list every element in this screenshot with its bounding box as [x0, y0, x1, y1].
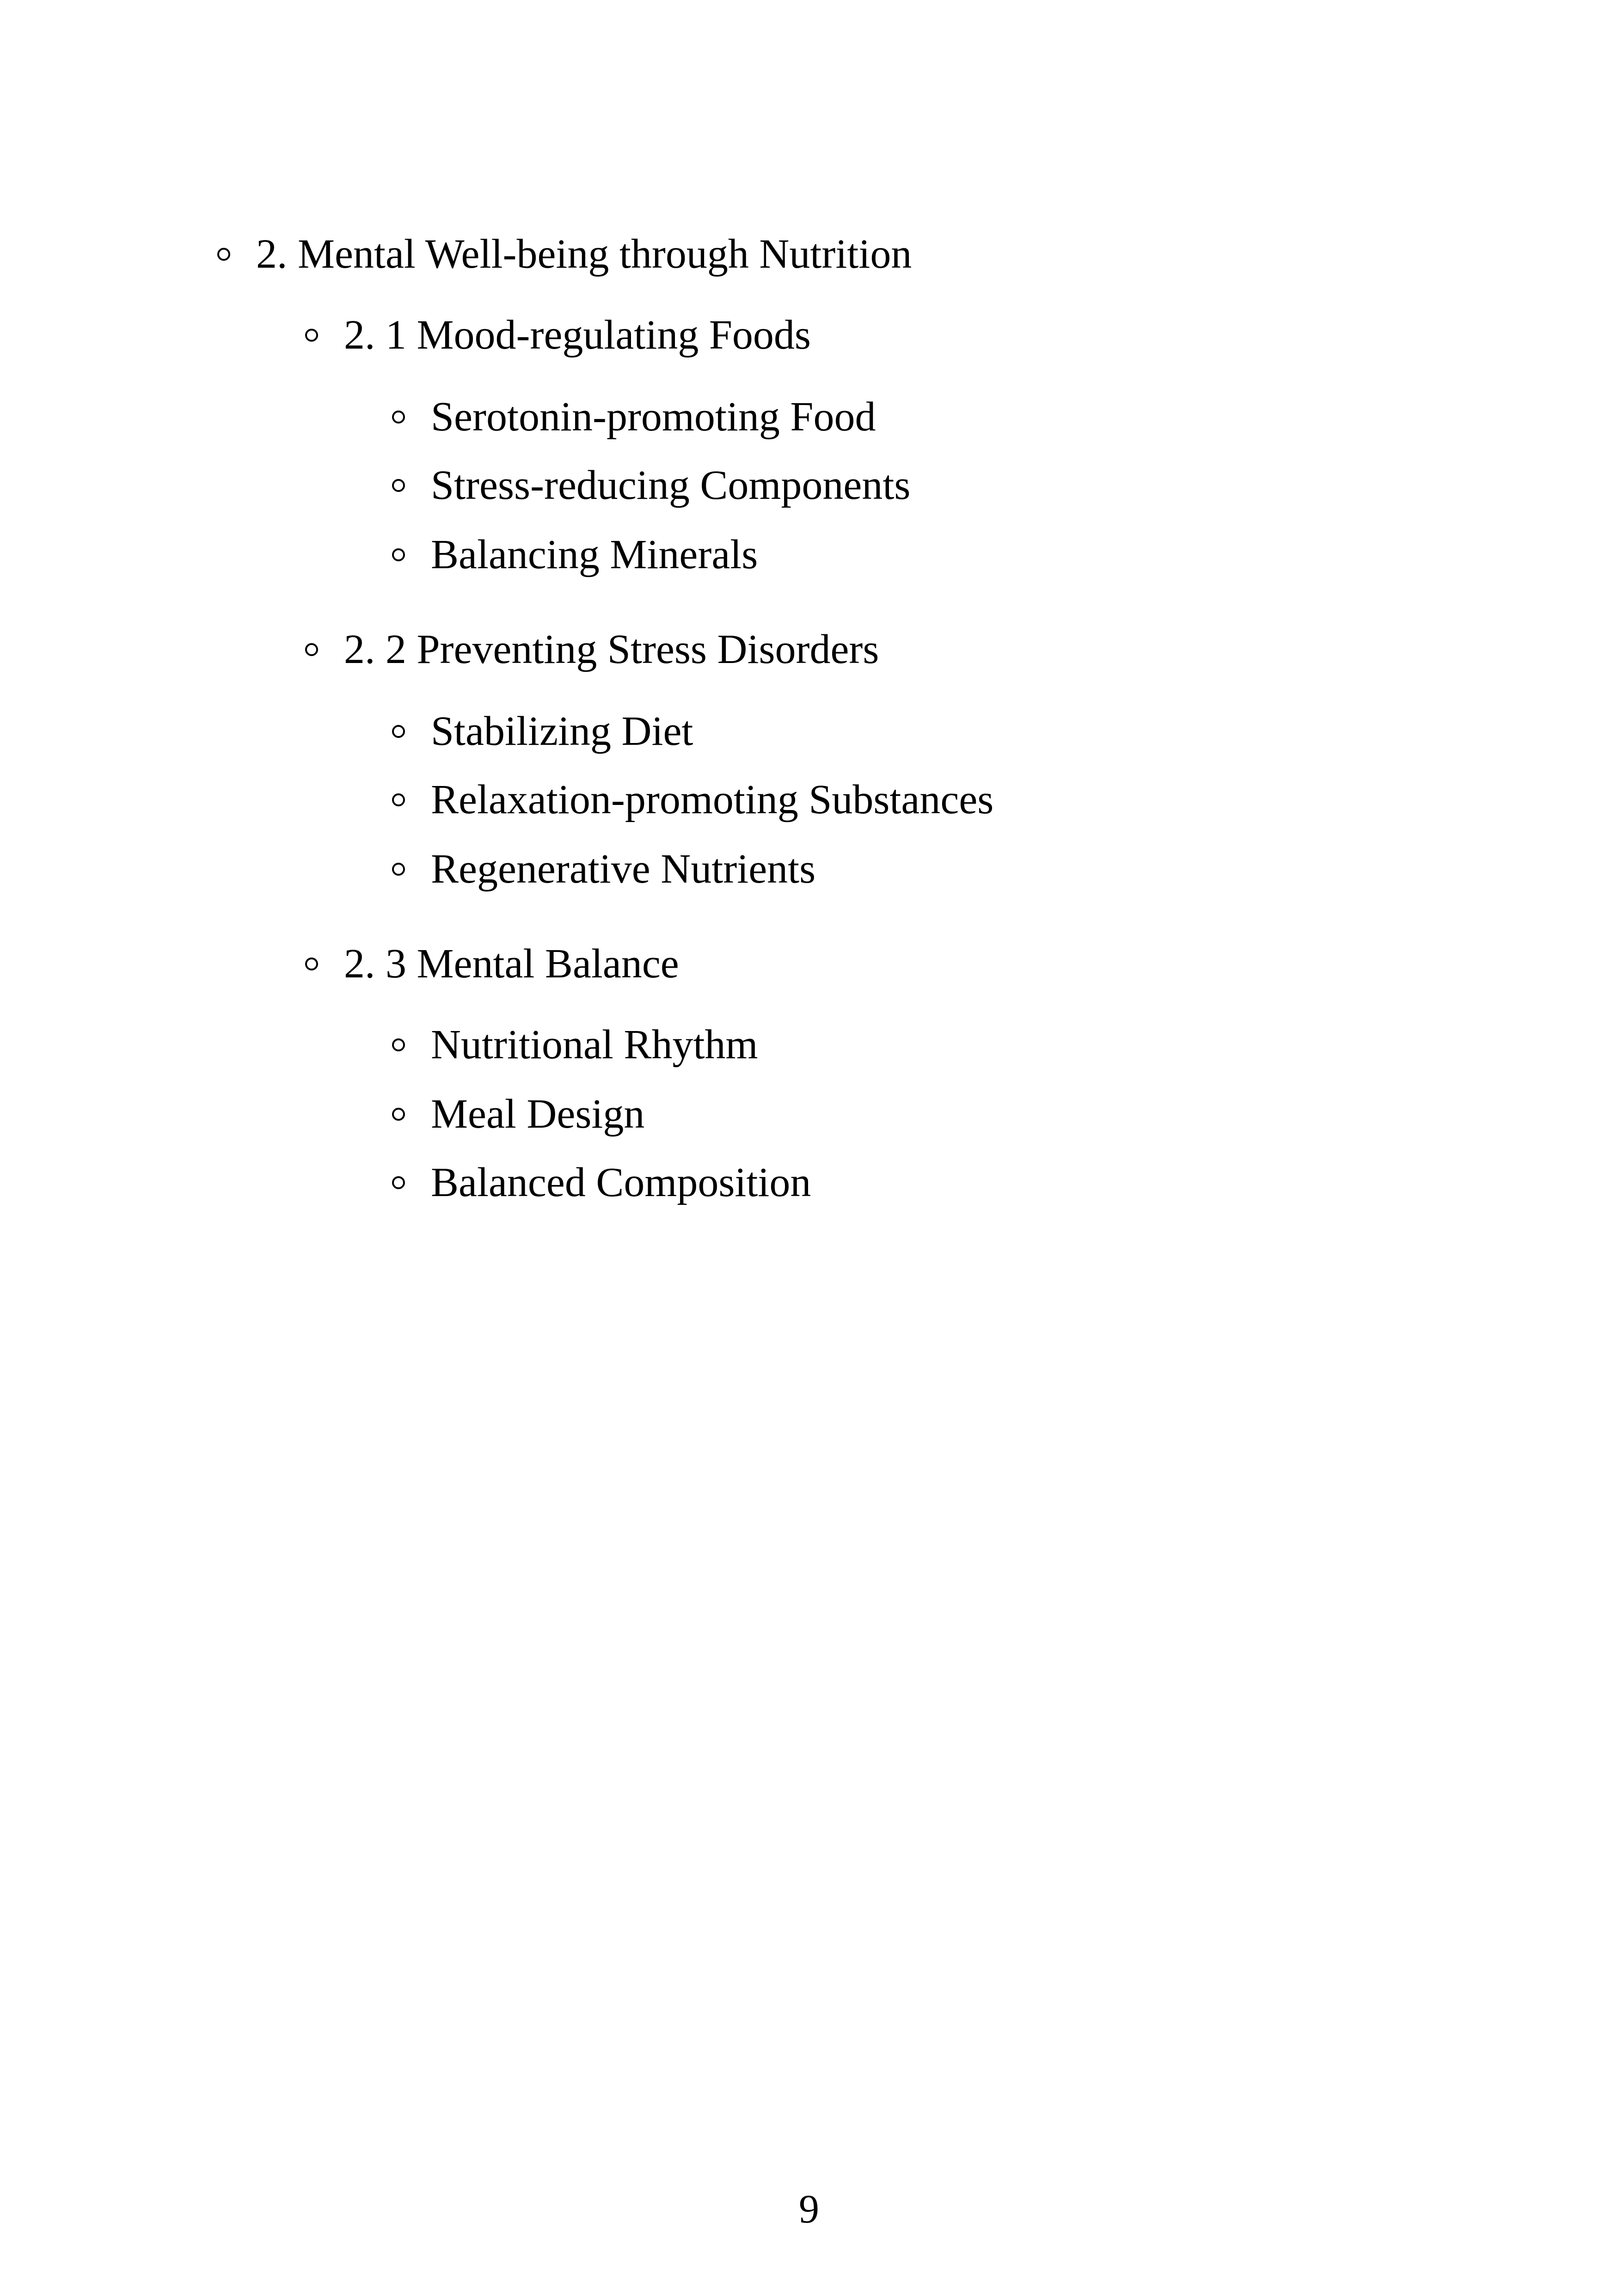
- outline-root-label: 2. Mental Well-being through Nutrition: [256, 231, 912, 277]
- outline-sub-label: Nutritional Rhythm: [431, 1022, 758, 1068]
- hollow-circle-bullet-icon: [392, 863, 405, 876]
- hollow-circle-bullet-icon: [305, 958, 318, 970]
- outline-root-item: [217, 233, 912, 275]
- hollow-circle-bullet-icon: [392, 725, 405, 738]
- outline-sub-item: [392, 1162, 811, 1203]
- outline-section-item: [305, 626, 879, 672]
- outline-section-label: 2. 3 Mental Balance: [344, 941, 679, 987]
- hollow-circle-bullet-icon: [392, 1038, 405, 1051]
- hollow-circle-bullet-icon: [305, 329, 318, 342]
- outline-section-label: 2. 1 Mood-regulating Foods: [344, 312, 811, 358]
- outline-sub-item: [392, 396, 876, 438]
- hollow-circle-bullet-icon: [392, 1108, 405, 1121]
- hollow-circle-bullet-icon: [392, 479, 405, 492]
- outline-sub-item: [392, 1024, 758, 1066]
- outline-sub-item: [392, 534, 758, 576]
- outline-section-label: 2. 2 Preventing Stress Disorders: [344, 626, 879, 672]
- page-number: 9: [799, 2187, 819, 2232]
- outline-sub-label: Meal Design: [431, 1091, 645, 1137]
- outline-sub-item: [392, 462, 911, 508]
- outline-sub-item: [392, 708, 693, 754]
- outline-sub-label: Regenerative Nutrients: [431, 846, 816, 892]
- outline-sub-label: Balanced Composition: [431, 1160, 811, 1205]
- hollow-circle-bullet-icon: [392, 548, 405, 561]
- outline-section-item: [305, 943, 679, 985]
- hollow-circle-bullet-icon: [392, 1176, 405, 1189]
- outline-sub-label: Balancing Minerals: [431, 532, 758, 577]
- outline-sub-label: Serotonin-promoting Food: [431, 394, 876, 440]
- hollow-circle-bullet-icon: [217, 248, 230, 261]
- outline-sub-item: [392, 1093, 644, 1135]
- hollow-circle-bullet-icon: [392, 793, 405, 806]
- outline-section-item: [305, 314, 811, 356]
- outline-sub-label: Stress-reducing Components: [431, 462, 911, 508]
- outline-sub-label: Stabilizing Diet: [431, 708, 693, 754]
- hollow-circle-bullet-icon: [305, 643, 318, 656]
- outline-sub-item: [392, 779, 993, 821]
- outline-sub-label: Relaxation-promoting Substances: [431, 777, 994, 823]
- outline-sub-item: [392, 848, 815, 890]
- hollow-circle-bullet-icon: [392, 411, 405, 424]
